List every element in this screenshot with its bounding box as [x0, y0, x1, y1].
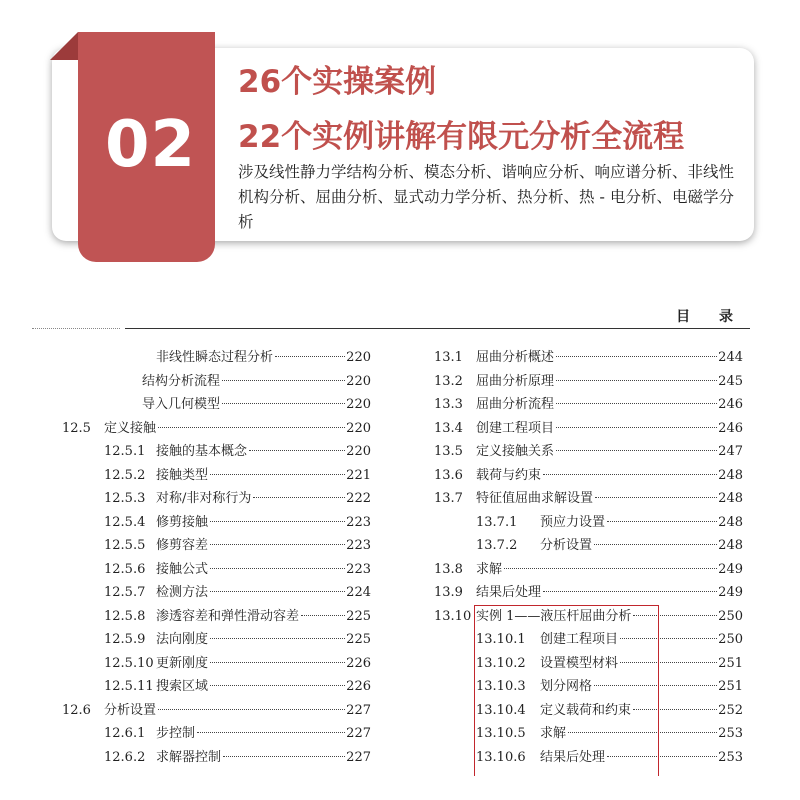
badge-number: 02: [104, 108, 197, 182]
toc-entry-page: 247: [718, 444, 743, 459]
toc-entry[interactable]: [104, 607, 371, 627]
toc-entry-number: 12.5.11: [104, 679, 154, 694]
toc-entry[interactable]: [104, 489, 371, 509]
toc-entry[interactable]: [104, 560, 371, 580]
toc-entry[interactable]: [156, 348, 371, 368]
toc-entry-title: 法向刚度: [156, 632, 209, 647]
toc-entry-title: 修剪接触: [156, 514, 209, 530]
toc-leader-dots: [210, 521, 345, 522]
toc-entry[interactable]: [104, 724, 371, 744]
toc-entry-title: 设置模型材料: [540, 655, 619, 671]
toc-entry-title: 接触类型: [156, 467, 209, 483]
toc-entry[interactable]: [434, 489, 743, 509]
toc-entry-title: 步控制: [156, 726, 196, 741]
toc-entry-number: 12.6.1: [104, 726, 146, 741]
toc-entry-title: 预应力设置: [540, 514, 606, 530]
toc-entry-number: 13.2: [434, 373, 463, 389]
toc-entry-number: 12.5.8: [104, 608, 146, 624]
toc-entry-title: 创建工程项目: [476, 420, 555, 436]
toc-leader-dots: [210, 591, 345, 592]
toc-leader-dots: [210, 685, 345, 686]
toc-entry-page: 246: [718, 397, 743, 412]
toc-entry-title: 结果后处理: [476, 585, 542, 600]
toc-entry-title: 对称/非对称行为: [156, 491, 252, 506]
toc-entry-number: 13.7: [434, 491, 463, 506]
toc-entry-number: 12.5.3: [104, 491, 146, 506]
toc-entry-page: 222: [346, 491, 371, 506]
toc-leader-dots: [607, 521, 717, 522]
toc-entry-page: 220: [346, 373, 371, 389]
highlight-box: [474, 605, 659, 776]
toc-entry[interactable]: [142, 372, 371, 392]
toc-entry-title: 特征值屈曲求解设置: [476, 491, 594, 506]
toc-entry[interactable]: [104, 748, 371, 768]
toc-entry-title: 更新刚度: [156, 655, 209, 671]
toc-entry[interactable]: [434, 560, 743, 580]
toc-entry[interactable]: [434, 395, 743, 415]
toc-entry-title: 结果后处理: [540, 749, 606, 765]
toc-entry[interactable]: [434, 442, 743, 462]
toc-entry-page: 220: [346, 420, 371, 436]
toc-entry-title: 分析设置: [540, 538, 593, 553]
toc-entry-page: 220: [346, 350, 371, 365]
toc-entry-page: 253: [718, 749, 743, 765]
toc-entry-page: 226: [346, 655, 371, 671]
toc-entry-title: 分析设置: [104, 702, 157, 718]
toc-entry-page: 248: [718, 538, 743, 553]
toc-entry-number: 12.6: [62, 702, 91, 718]
toc-entry-page: 220: [346, 397, 371, 412]
toc-entry-page: 223: [346, 561, 371, 577]
toc-entry-number: 12.6.2: [104, 749, 146, 765]
toc-entry-number: 13.5: [434, 444, 463, 459]
headline-cases: 26个实操案例: [238, 64, 437, 100]
toc-entry-page: 250: [718, 608, 743, 624]
toc-leader-dots: [556, 450, 717, 451]
badge-fold: [50, 32, 78, 60]
toc-entry-title: 定义接触关系: [476, 444, 555, 459]
toc-entry-title: 定义载荷和约束: [540, 702, 632, 718]
toc-entry[interactable]: [476, 513, 743, 533]
toc-entry[interactable]: [476, 536, 743, 556]
toc-entry[interactable]: [104, 630, 371, 650]
toc-entry-number: 12.5.4: [104, 514, 146, 530]
toc-leader-dots: [594, 544, 717, 545]
toc-entry-number: 12.5.7: [104, 585, 146, 600]
toc-entry-number: 13.6: [434, 467, 463, 483]
toc-entry-page: 246: [718, 420, 743, 436]
toc-entry-number: 13.7.2: [476, 538, 518, 553]
toc-entry-page: 227: [346, 726, 371, 741]
toc-entry-page: 224: [346, 585, 371, 600]
toc-entry-page: 251: [718, 679, 743, 694]
toc-entry-page: 225: [346, 608, 371, 624]
toc-entry-title: 修剪容差: [156, 538, 209, 553]
toc-leader-dots: [275, 356, 345, 357]
toc-entry-title: 结构分析流程: [142, 373, 221, 389]
toc-entry-number: 13.10: [434, 608, 472, 624]
toc-entry-title: 接触公式: [156, 561, 209, 577]
toc-entry-page: 227: [346, 749, 371, 765]
toc-entry[interactable]: [434, 583, 743, 603]
toc-entry[interactable]: [104, 442, 371, 462]
toc-entry-page: 220: [346, 444, 371, 459]
toc-entry-page: 251: [718, 655, 743, 671]
banner-description: 涉及线性静力学结构分析、模态分析、谐响应分析、响应谱分析、非线性机构分析、屈曲分析、显式动力学分析、热分析、热 - 电分析、电磁学分析: [238, 163, 735, 231]
toc-leader-dots: [595, 497, 717, 498]
toc-entry-title: 创建工程项目: [540, 632, 619, 647]
toc-entry-page: 248: [718, 467, 743, 483]
toc-entry-number: 13.10.6: [476, 749, 526, 765]
toc-entry-title: 求解: [476, 561, 503, 577]
toc-entry[interactable]: [104, 654, 371, 674]
toc-entry-title: 定义接触: [104, 420, 157, 436]
toc-entry-title: 渗透容差和弹性滑动容差: [156, 608, 300, 624]
toc-leader-dots: [222, 380, 345, 381]
toc-entry[interactable]: [434, 466, 743, 486]
header-rule-dotted: [32, 328, 120, 329]
toc-entry-title: 搜索区域: [156, 679, 209, 694]
headline-examples: 22个实例讲解有限元分析全流程: [238, 119, 685, 155]
toc-leader-dots: [543, 474, 717, 475]
toc-leader-dots: [249, 450, 345, 451]
toc-leader-dots: [210, 544, 345, 545]
toc-entry[interactable]: [434, 419, 743, 439]
toc-entry-page: 244: [718, 350, 743, 365]
toc-entry-number: 12.5.1: [104, 444, 146, 459]
toc-entry-title: 检测方法: [156, 585, 209, 600]
toc-entry[interactable]: [62, 701, 371, 721]
toc-leader-dots: [158, 427, 345, 428]
toc-entry-number: 13.1: [434, 350, 463, 365]
toc-entry-page: 226: [346, 679, 371, 694]
toc-entry-title: 导入几何模型: [142, 397, 221, 412]
toc-leader-dots: [197, 732, 345, 733]
toc-leader-dots: [223, 756, 345, 757]
toc-entry-number: 12.5.2: [104, 467, 146, 483]
toc-leader-dots: [543, 591, 717, 592]
page-header-title: 目 录: [676, 309, 745, 325]
toc-entry-title: 屈曲分析流程: [476, 397, 555, 412]
toc-entry-number: 13.3: [434, 397, 463, 412]
toc-entry-title: 求解器控制: [156, 749, 222, 765]
toc-entry-title: 载荷与约束: [476, 467, 542, 483]
toc-entry[interactable]: [62, 419, 371, 439]
toc-leader-dots: [158, 709, 345, 710]
toc-entry-title: 屈曲分析概述: [476, 350, 555, 365]
toc-entry[interactable]: [142, 395, 371, 415]
toc-entry[interactable]: [104, 677, 371, 697]
toc-leader-dots: [556, 427, 717, 428]
toc-entry-page: 250: [718, 632, 743, 647]
toc-entry-page: 248: [718, 514, 743, 530]
toc-entry-title: 求解: [540, 726, 567, 741]
toc-entry-page: 252: [718, 702, 743, 718]
toc-entry-number: 13.10.1: [476, 632, 526, 647]
toc-leader-dots: [210, 474, 345, 475]
toc-entry[interactable]: [434, 348, 743, 368]
toc-entry-page: 221: [346, 467, 371, 483]
toc-entry-page: 223: [346, 514, 371, 530]
toc-entry-page: 249: [718, 585, 743, 600]
toc-entry-number: 13.4: [434, 420, 463, 436]
toc-leader-dots: [556, 380, 717, 381]
toc-entry-number: 13.9: [434, 585, 463, 600]
toc-entry-number: 12.5.6: [104, 561, 146, 577]
toc-entry-title: 实例 1——液压杆屈曲分析: [476, 608, 632, 624]
toc-leader-dots: [222, 403, 345, 404]
toc-entry-page: 245: [718, 373, 743, 389]
toc-leader-dots: [301, 615, 345, 616]
toc-entry-page: 227: [346, 702, 371, 718]
toc-entry-number: 13.7.1: [476, 514, 518, 530]
toc-entry[interactable]: [104, 536, 371, 556]
toc-entry-number: 12.5.10: [104, 655, 154, 671]
toc-entry-page: 225: [346, 632, 371, 647]
toc-entry[interactable]: [434, 372, 743, 392]
toc-entry-title: 屈曲分析原理: [476, 373, 555, 389]
toc-entry-number: 12.5.9: [104, 632, 146, 647]
toc-leader-dots: [210, 568, 345, 569]
toc-entry-number: 13.10.2: [476, 655, 526, 671]
toc-leader-dots: [556, 356, 717, 357]
toc-entry-title: 非线性瞬态过程分析: [156, 350, 274, 365]
toc-entry-number: 12.5.5: [104, 538, 146, 553]
toc-leader-dots: [253, 497, 345, 498]
toc-entry[interactable]: [104, 583, 371, 603]
toc-entry-title: 划分网格: [540, 679, 593, 694]
toc-entry-number: 13.8: [434, 561, 463, 577]
toc-entry-number: 13.10.4: [476, 702, 526, 718]
toc-leader-dots: [556, 403, 717, 404]
toc-leader-dots: [210, 638, 345, 639]
header-rule: [125, 328, 750, 329]
toc-leader-dots: [210, 662, 345, 663]
toc-entry-number: 13.10.3: [476, 679, 526, 694]
toc-entry-page: 249: [718, 561, 743, 577]
toc-entry[interactable]: [104, 513, 371, 533]
toc-leader-dots: [504, 568, 717, 569]
toc-entry-title: 接触的基本概念: [156, 444, 248, 459]
toc-entry-page: 248: [718, 491, 743, 506]
toc-entry-number: 12.5: [62, 420, 91, 436]
toc-entry-page: 253: [718, 726, 743, 741]
toc-entry-page: 223: [346, 538, 371, 553]
toc-entry-number: 13.10.5: [476, 726, 526, 741]
toc-entry[interactable]: [104, 466, 371, 486]
